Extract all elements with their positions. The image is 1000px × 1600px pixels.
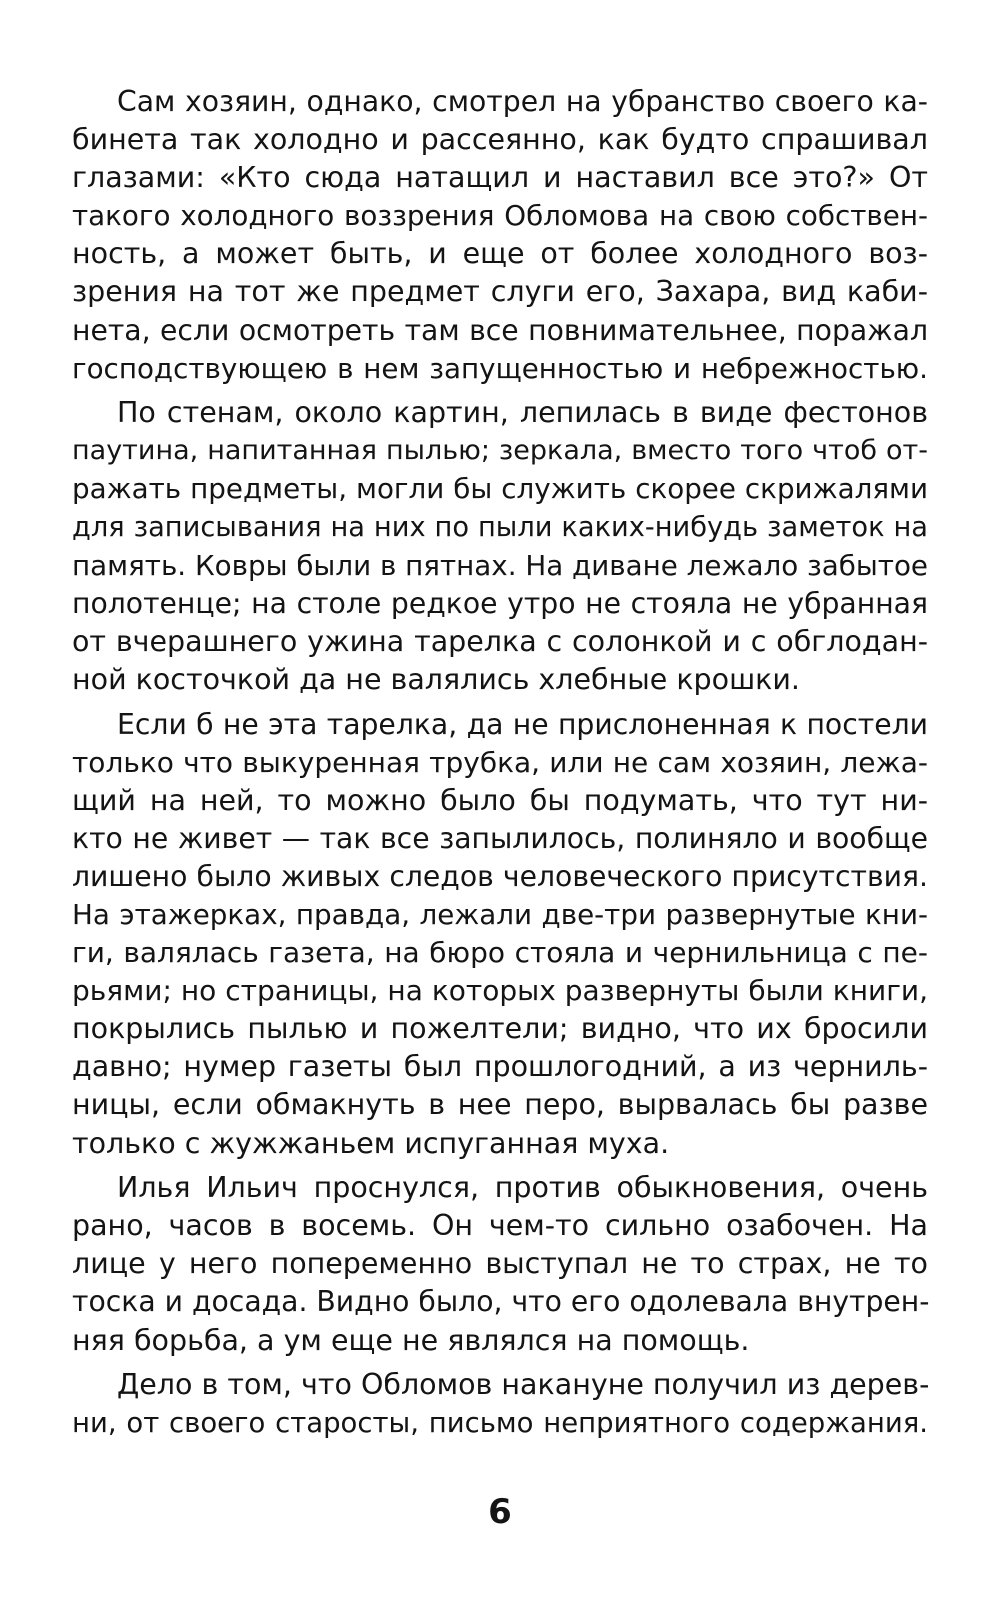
text-line: память. Ковры были в пятнах. На диване лежало забытое xyxy=(72,548,928,582)
text-line: бинета так холодно и рассеянно, как будто спрашивал xyxy=(72,123,928,157)
text-line: Илья Ильич проснулся, против обыкновения, очень xyxy=(117,1171,928,1205)
text-line: нета, если осмотреть там все повнимательнее, поражал xyxy=(72,313,928,347)
text-line: кто не живет — так все запылилось, полиняло и вообще xyxy=(72,821,928,855)
text-line: зрения на тот же предмет слуги его, Захара, вид каби- xyxy=(72,275,928,309)
text-line: покрылись пылью и пожелтели; видно, что их бросили xyxy=(72,1012,928,1046)
text-line: полотенце; на столе редкое утро не стояла не убранная xyxy=(72,586,928,620)
text-line: лице у него попеременно выступал не то страх, не то xyxy=(72,1247,928,1281)
paragraph-5 xyxy=(72,1366,928,1442)
text-line: лишено было живых следов человеческого присутствия. xyxy=(72,859,928,893)
text-line: По стенам, около картин, лепилась в виде фестонов xyxy=(117,396,928,430)
text-line: давно; нумер газеты был прошлогодний, а из черниль- xyxy=(72,1050,928,1084)
paragraph-4 xyxy=(72,1169,928,1359)
text-line: щий на ней, то можно было бы подумать, что тут ни- xyxy=(72,783,928,817)
text-line: ражать предметы, могли бы служить скорее скрижалями xyxy=(72,472,928,506)
body-text xyxy=(72,83,928,1449)
paragraph-2 xyxy=(72,394,928,699)
text-line: няя борьба, а ум еще не являлся на помощь. xyxy=(72,1323,750,1357)
text-line: от вчерашнего ужина тарелка с солонкой и с обглодан- xyxy=(72,624,928,658)
text-line: ги, валялась газета, на бюро стояла и чернильница с пе- xyxy=(72,936,928,970)
text-line: Дело в том, что Обломов накануне получил из дерев- xyxy=(117,1368,930,1402)
text-line: только с жужжаньем испуганная муха. xyxy=(72,1126,670,1160)
text-line: господствующею в нем запущенностью и небрежностью. xyxy=(72,351,928,385)
text-line: такого холодного воззрения Обломова на свою собствен- xyxy=(72,199,928,233)
text-line: ность, а может быть, и еще от более холодного воз- xyxy=(72,237,928,271)
text-line: для записывания на них по пыли каких-нибудь заметок на xyxy=(72,511,928,543)
text-line: тоска и досада. Видно было, что его одолевала внутрен- xyxy=(72,1285,930,1319)
text-line: ной косточкой да не валялись хлебные крошки. xyxy=(72,662,800,696)
text-line: рьями; но страницы, на которых развернуты были книги, xyxy=(72,974,928,1008)
paragraph-3 xyxy=(72,706,928,1163)
text-line: глазами: «Кто сюда натащил и наставил все это?» От xyxy=(72,161,928,195)
text-line: рано, часов в восемь. Он чем-то сильно озабочен. На xyxy=(72,1209,928,1243)
paragraph-1 xyxy=(72,83,928,388)
text-line: паутина, напитанная пылью; зеркала, вместо того чтоб от- xyxy=(72,435,928,467)
text-line: ни, от своего старосты, письмо неприятного содержания. xyxy=(72,1407,928,1440)
text-line: только что выкуренная трубка, или не сам хозяин, лежа- xyxy=(72,745,928,779)
text-line: Сам хозяин, однако, смотрел на убранство своего ка- xyxy=(117,85,928,118)
text-line: На этажерках, правда, лежали две-три развернутые кни- xyxy=(72,897,928,931)
text-line: ницы, если обмакнуть в нее перо, вырвалась бы разве xyxy=(72,1088,928,1122)
page-number: 6 xyxy=(488,1492,512,1532)
text-line: Если б не эта тарелка, да не прислоненная к постели xyxy=(117,707,928,741)
